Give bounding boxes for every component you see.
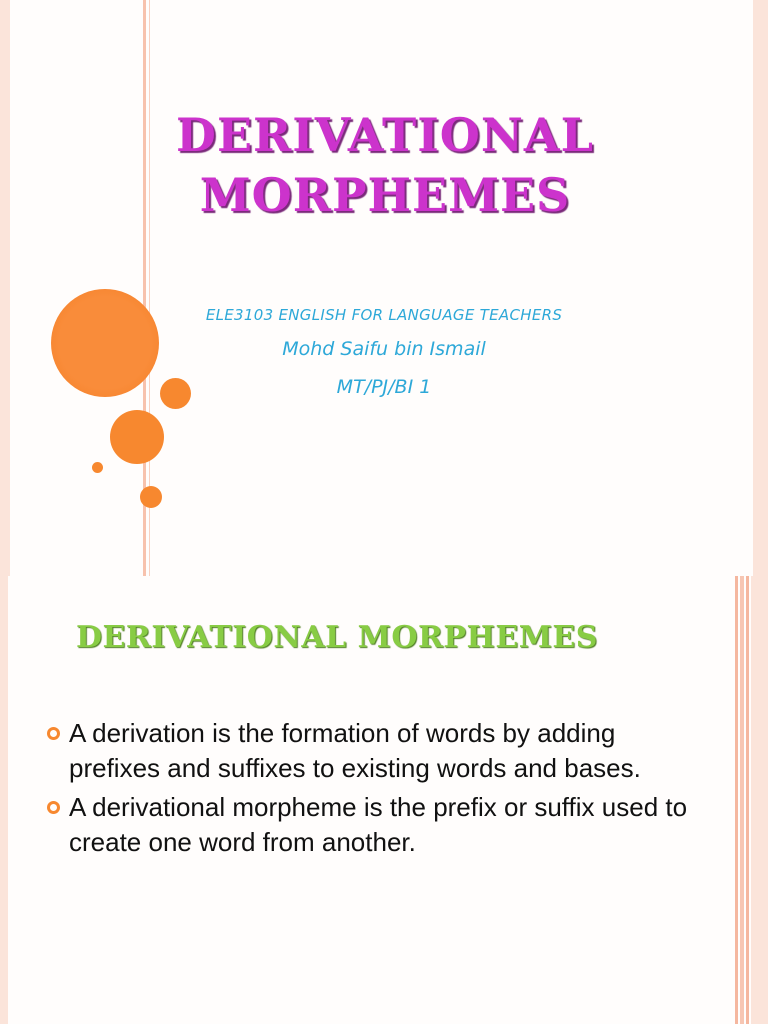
author-name: Mohd Saifu bin Ismail [282, 338, 486, 360]
decor-stripe [753, 0, 768, 576]
title-line-2: MORPHEMES [199, 168, 571, 222]
decor-circle-tiny [92, 462, 103, 473]
bullet-ring-icon [47, 727, 60, 740]
decor-circle-small [140, 486, 162, 508]
decor-stripe [0, 576, 8, 1024]
decor-stripe [746, 576, 749, 1024]
list-item [44, 790, 704, 860]
list-item [44, 716, 704, 786]
class-code: MT/PJ/BI 1 [336, 376, 432, 398]
decor-stripe [751, 576, 768, 1024]
course-name: ELE3103 ENGLISH FOR LANGUAGE TEACHERS [205, 306, 563, 324]
bullet-ring-icon [47, 801, 60, 814]
decor-circle-large [51, 289, 159, 397]
title-line-1: DERIVATIONAL [176, 108, 594, 162]
bullet-text: A derivation is the formation of words by adding prefixes and suffixes to existing words and bases. [69, 718, 641, 783]
bullet-list [44, 716, 704, 864]
bullet-text: A derivational morpheme is the prefix or suffix used to create one word from another. [69, 792, 688, 857]
slide-title [150, 105, 620, 225]
slide-heading: DERIVATIONAL MORPHEMES [76, 620, 598, 655]
decor-circle-medium [110, 410, 164, 464]
decor-stripe [740, 576, 744, 1024]
decor-stripe [735, 576, 738, 1024]
decor-stripe [0, 0, 10, 576]
